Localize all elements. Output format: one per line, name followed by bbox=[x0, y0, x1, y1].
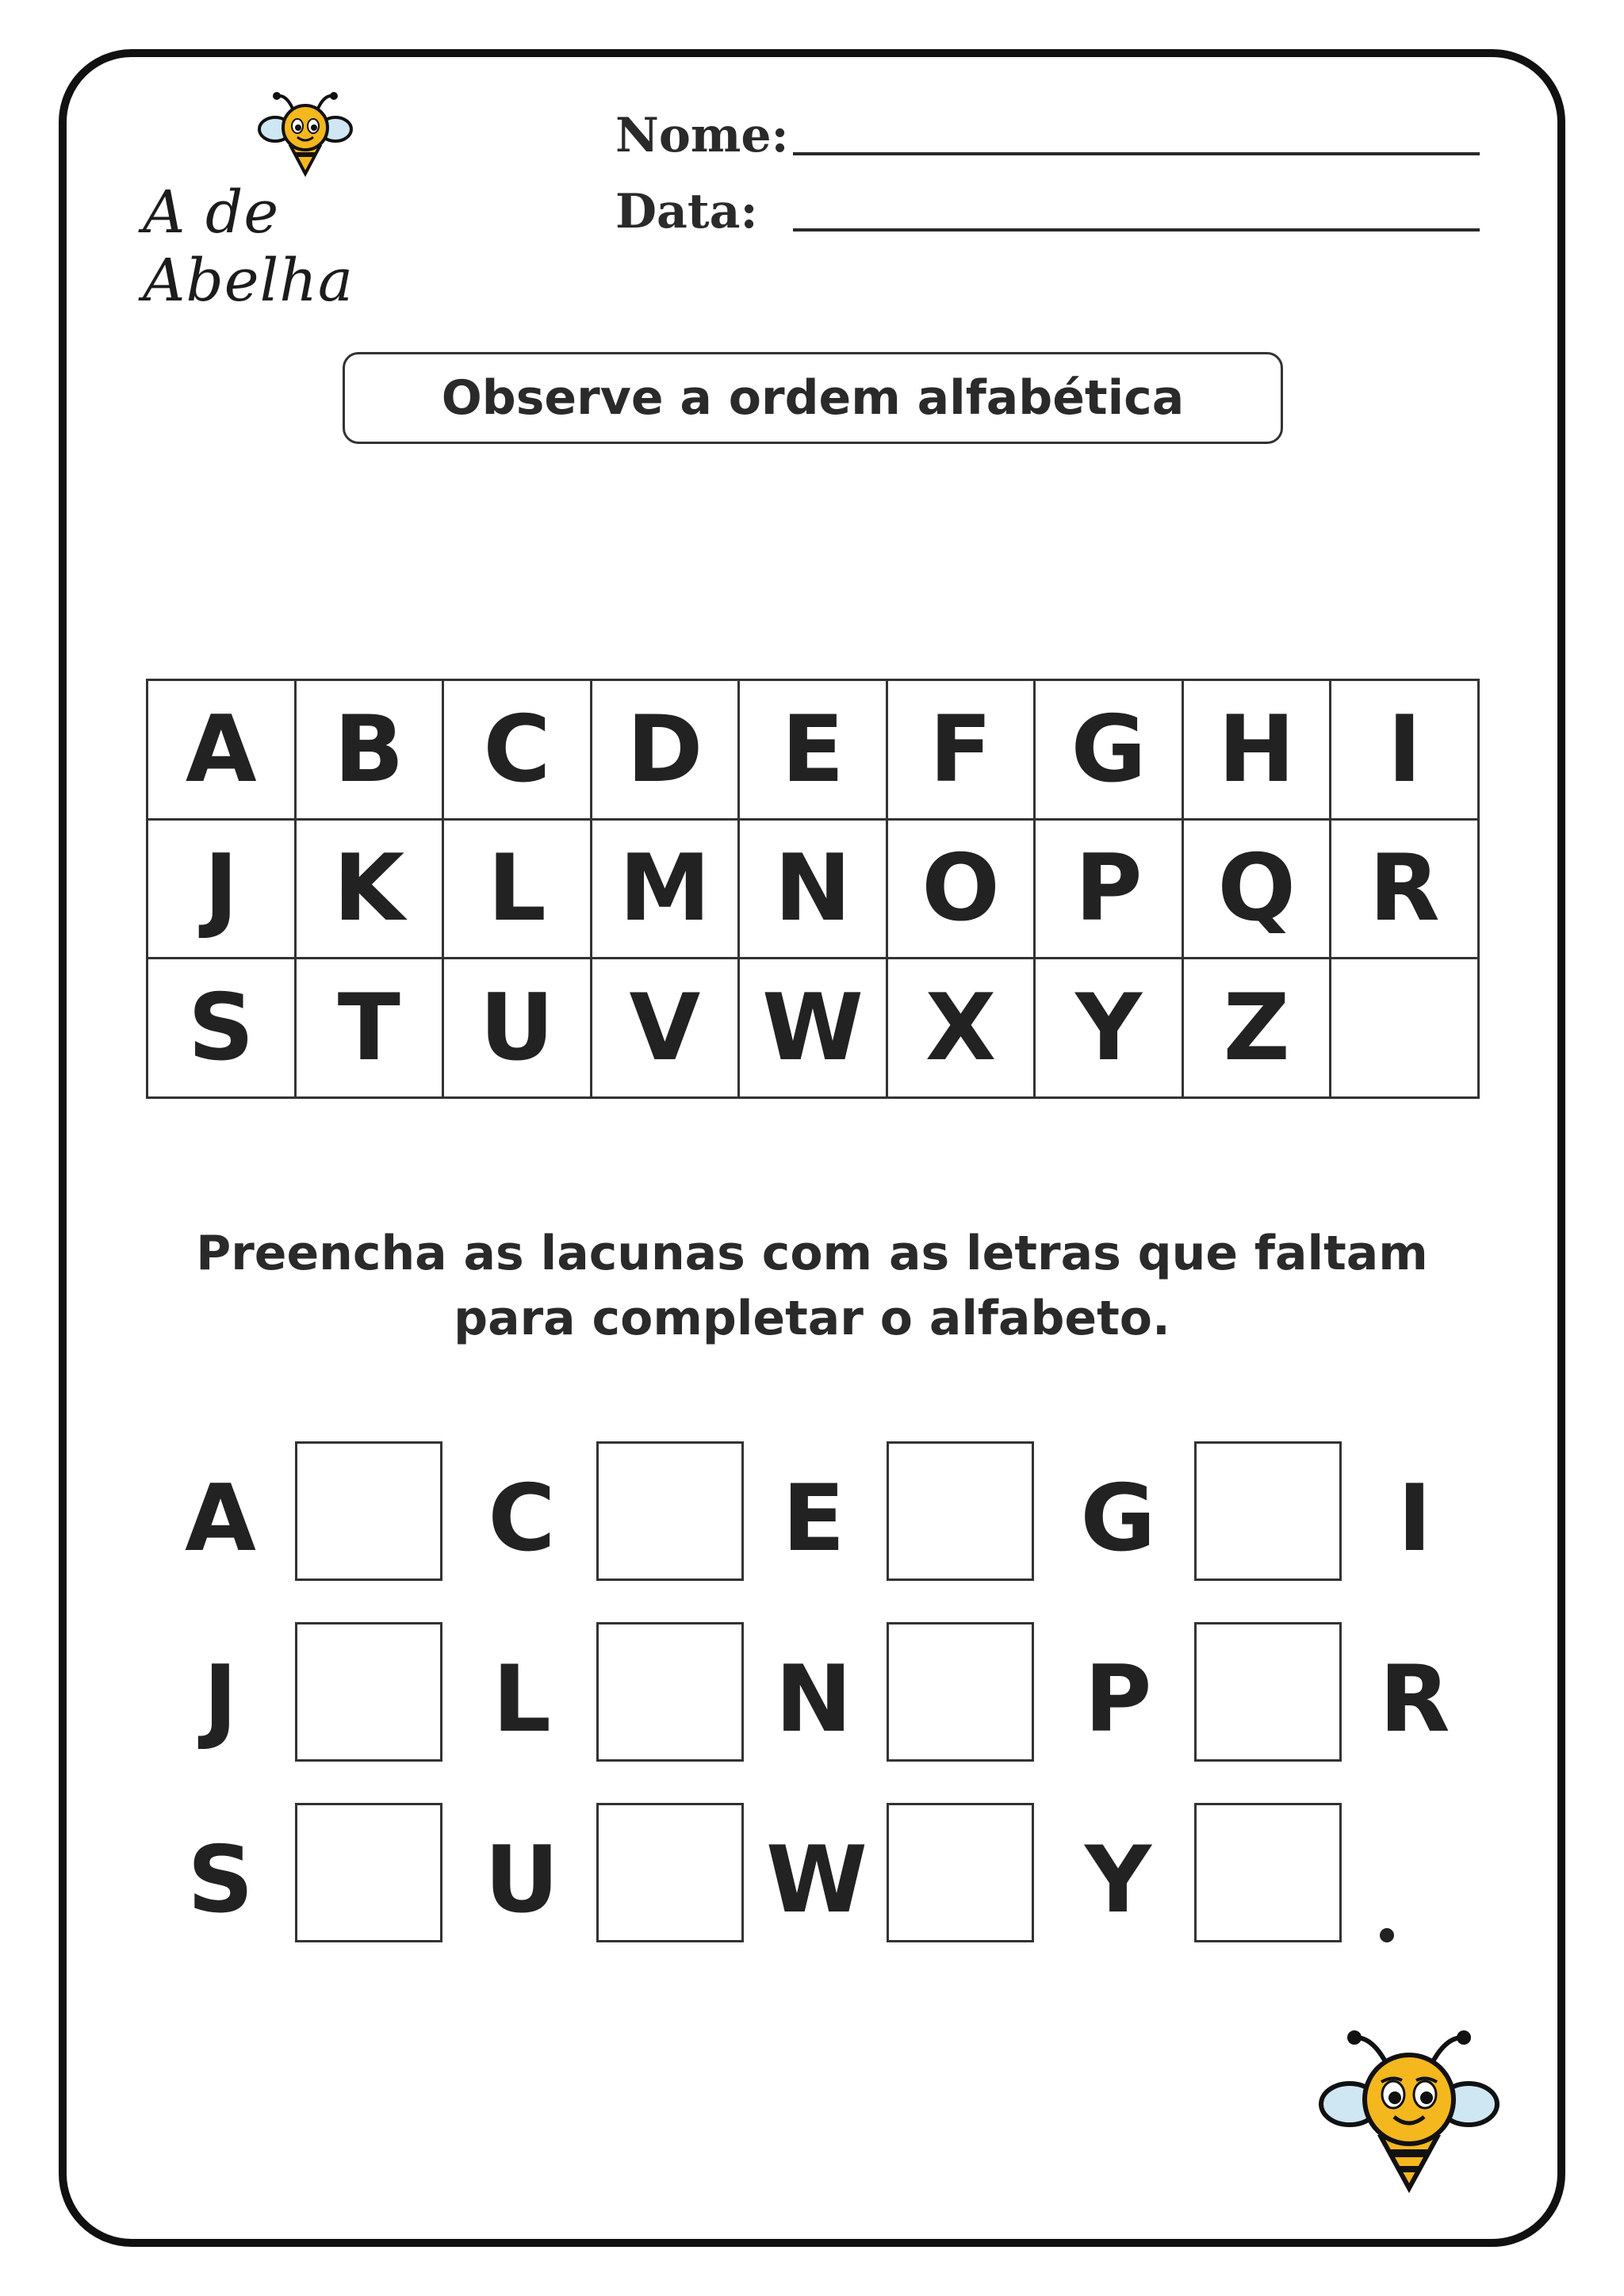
given-letter: R bbox=[1379, 1646, 1450, 1753]
given-letter: J bbox=[203, 1646, 238, 1753]
period-dot bbox=[1380, 1928, 1394, 1942]
instruction-text bbox=[119, 1221, 1505, 1351]
blank-box[interactable] bbox=[295, 1622, 442, 1762]
blank-box[interactable] bbox=[295, 1441, 442, 1581]
blank-box[interactable] bbox=[1194, 1803, 1342, 1942]
given-letter: S bbox=[187, 1827, 254, 1934]
given-letter: G bbox=[1080, 1465, 1156, 1572]
blank-box[interactable] bbox=[887, 1622, 1034, 1762]
name-label: Nome: bbox=[615, 108, 789, 163]
name-field[interactable] bbox=[793, 152, 1480, 155]
alphabet-cell: P bbox=[1036, 821, 1184, 960]
alphabet-cell: I bbox=[1331, 681, 1480, 821]
alphabet-cell: Z bbox=[1184, 959, 1332, 1099]
blank-box[interactable] bbox=[887, 1803, 1034, 1942]
blank-box[interactable] bbox=[887, 1441, 1034, 1581]
alphabet-cell: M bbox=[592, 821, 741, 960]
given-letter: A bbox=[185, 1465, 256, 1572]
alphabet-cell: Y bbox=[1036, 959, 1184, 1099]
blank-box[interactable] bbox=[596, 1803, 744, 1942]
date-field[interactable] bbox=[793, 228, 1480, 232]
bee-icon bbox=[258, 91, 353, 178]
alphabet-cell: H bbox=[1184, 681, 1332, 821]
alphabet-cell: J bbox=[148, 821, 297, 960]
alphabet-cell: R bbox=[1331, 821, 1480, 960]
alphabet-cell: X bbox=[888, 959, 1036, 1099]
alphabet-cell: B bbox=[297, 681, 445, 821]
alphabet-cell: W bbox=[740, 959, 888, 1099]
given-letter: C bbox=[488, 1465, 556, 1572]
instruction-line: Preencha as lacunas com as letras que faltam bbox=[196, 1226, 1428, 1281]
blank-box[interactable] bbox=[1194, 1441, 1342, 1581]
alphabet-cell: E bbox=[740, 681, 888, 821]
instruction-line: para completar o alfabeto. bbox=[454, 1291, 1170, 1346]
alphabet-cell: G bbox=[1036, 681, 1184, 821]
alphabet-cell: K bbox=[297, 821, 445, 960]
alphabet-cell: S bbox=[148, 959, 297, 1099]
given-letter: I bbox=[1397, 1465, 1432, 1572]
alphabet-cell: N bbox=[740, 821, 888, 960]
alphabet-cell: U bbox=[444, 959, 592, 1099]
alphabet-cell: L bbox=[444, 821, 592, 960]
alphabet-cell-empty bbox=[1331, 959, 1480, 1099]
given-letter: P bbox=[1084, 1646, 1152, 1753]
blank-box[interactable] bbox=[596, 1441, 744, 1581]
blank-box[interactable] bbox=[295, 1803, 442, 1942]
given-letter: W bbox=[766, 1827, 868, 1934]
alphabet-cell: F bbox=[888, 681, 1036, 821]
given-letter: L bbox=[492, 1646, 551, 1753]
alphabet-cell: A bbox=[148, 681, 297, 821]
blank-box[interactable] bbox=[596, 1622, 744, 1762]
given-letter: Y bbox=[1085, 1827, 1151, 1934]
blank-box[interactable] bbox=[1194, 1622, 1342, 1762]
brand-name: A de Abelha bbox=[143, 178, 354, 315]
alphabet-cell: Q bbox=[1184, 821, 1332, 960]
alphabet-cell: C bbox=[444, 681, 592, 821]
given-letter: N bbox=[775, 1646, 852, 1753]
alphabet-cell: T bbox=[297, 959, 445, 1099]
alphabet-grid bbox=[146, 679, 1480, 1099]
brand-logo bbox=[143, 91, 476, 315]
alphabet-cell: V bbox=[592, 959, 741, 1099]
alphabet-cell: D bbox=[592, 681, 741, 821]
title-banner: Observe a ordem alfabética bbox=[343, 352, 1283, 444]
given-letter: E bbox=[782, 1465, 845, 1572]
bee-icon bbox=[1318, 2026, 1500, 2193]
given-letter: U bbox=[484, 1827, 560, 1934]
alphabet-cell: O bbox=[888, 821, 1036, 960]
date-label: Data: bbox=[615, 184, 758, 239]
